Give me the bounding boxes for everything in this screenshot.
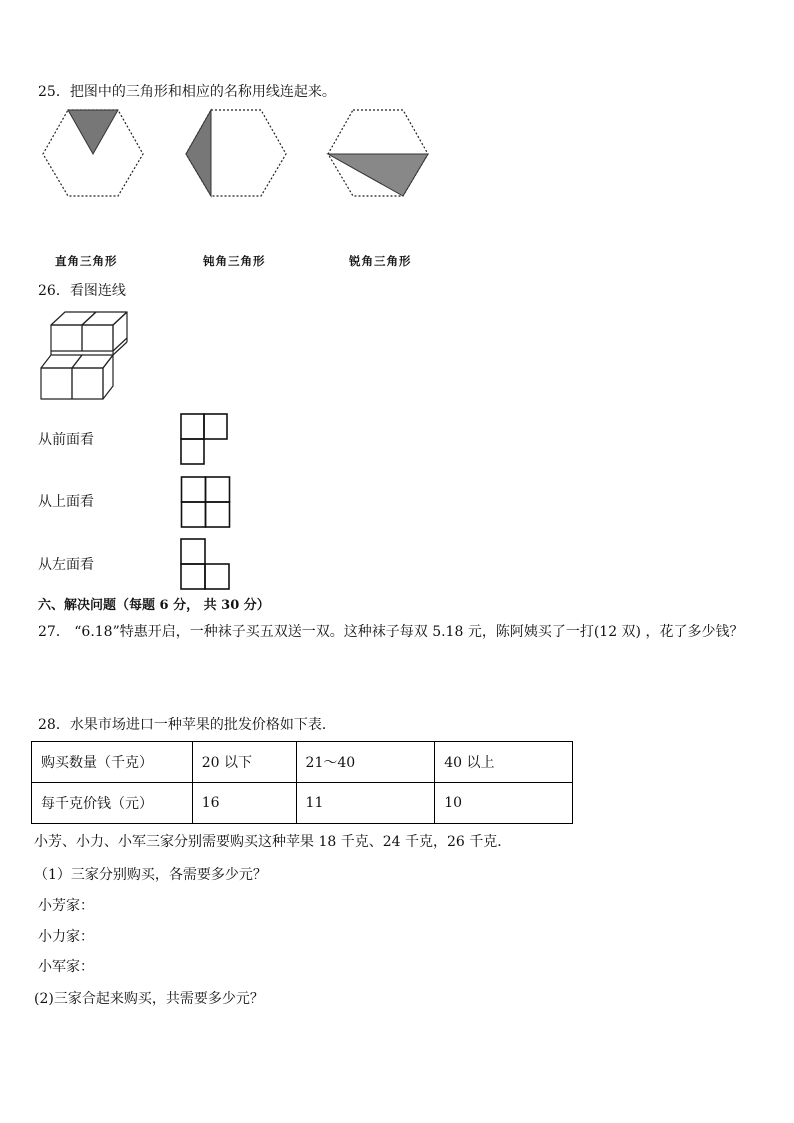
hexagon-figure-2 [183,108,289,198]
view-label-left: 从左面看 [38,557,94,573]
table-row [32,742,573,783]
q28-after-text: 小芳、小力、小军三家分别需要购买这种苹果 18 千克、24 千克，26 千克． [34,834,512,850]
hexagon-figure-3 [325,108,431,198]
family-xiaojun: 小军家： [38,959,94,975]
table-cell: 10 [435,783,573,824]
label-acute-triangle: 锐角三角形 [349,254,412,268]
section-title: 六、解决问题（每题 6 分， 共 30 分） [38,598,270,613]
q28-part1: （1）三家分别购买，各需要多少元？ [34,867,267,883]
q25-text: 25．把图中的三角形和相应的名称用线连起来。 [38,84,336,100]
label-right-triangle: 直角三角形 [55,254,118,268]
family-xiaoli: 小力家： [38,929,94,945]
table-row [32,783,573,824]
cube-stack-figure [38,308,130,404]
table-cell: 20 以下 [192,742,296,783]
table-cell: 每千克价钱（元） [32,783,193,824]
label-obtuse-triangle: 钝角三角形 [203,254,266,268]
family-xiaofang: 小芳家： [38,898,94,914]
q28-part2: (2)三家合起来购买，共需要多少元？ [34,991,264,1007]
hexagon-figure-1 [40,108,146,198]
table-cell: 21～40 [296,742,435,783]
table-cell: 11 [296,783,435,824]
view-shape-3 [180,538,232,592]
q26-text: 26．看图连线 [38,283,126,299]
q27-text: 27． “6.18”特惠开启，一种袜子买五双送一双。这种袜子每双 5.18 元，陈阿姨买了一打(12 双) ，花了多少钱？ [38,624,744,640]
view-label-top: 从上面看 [38,494,94,510]
view-shape-1 [180,413,230,467]
table-cell: 16 [192,783,296,824]
price-table [31,741,573,824]
table-cell: 购买数量（千克） [32,742,193,783]
table-cell: 40 以上 [435,742,573,783]
view-label-front: 从前面看 [38,432,94,448]
view-shape-2 [180,476,232,530]
q28-text: 28．水果市场进口一种苹果的批发价格如下表． [38,717,336,733]
